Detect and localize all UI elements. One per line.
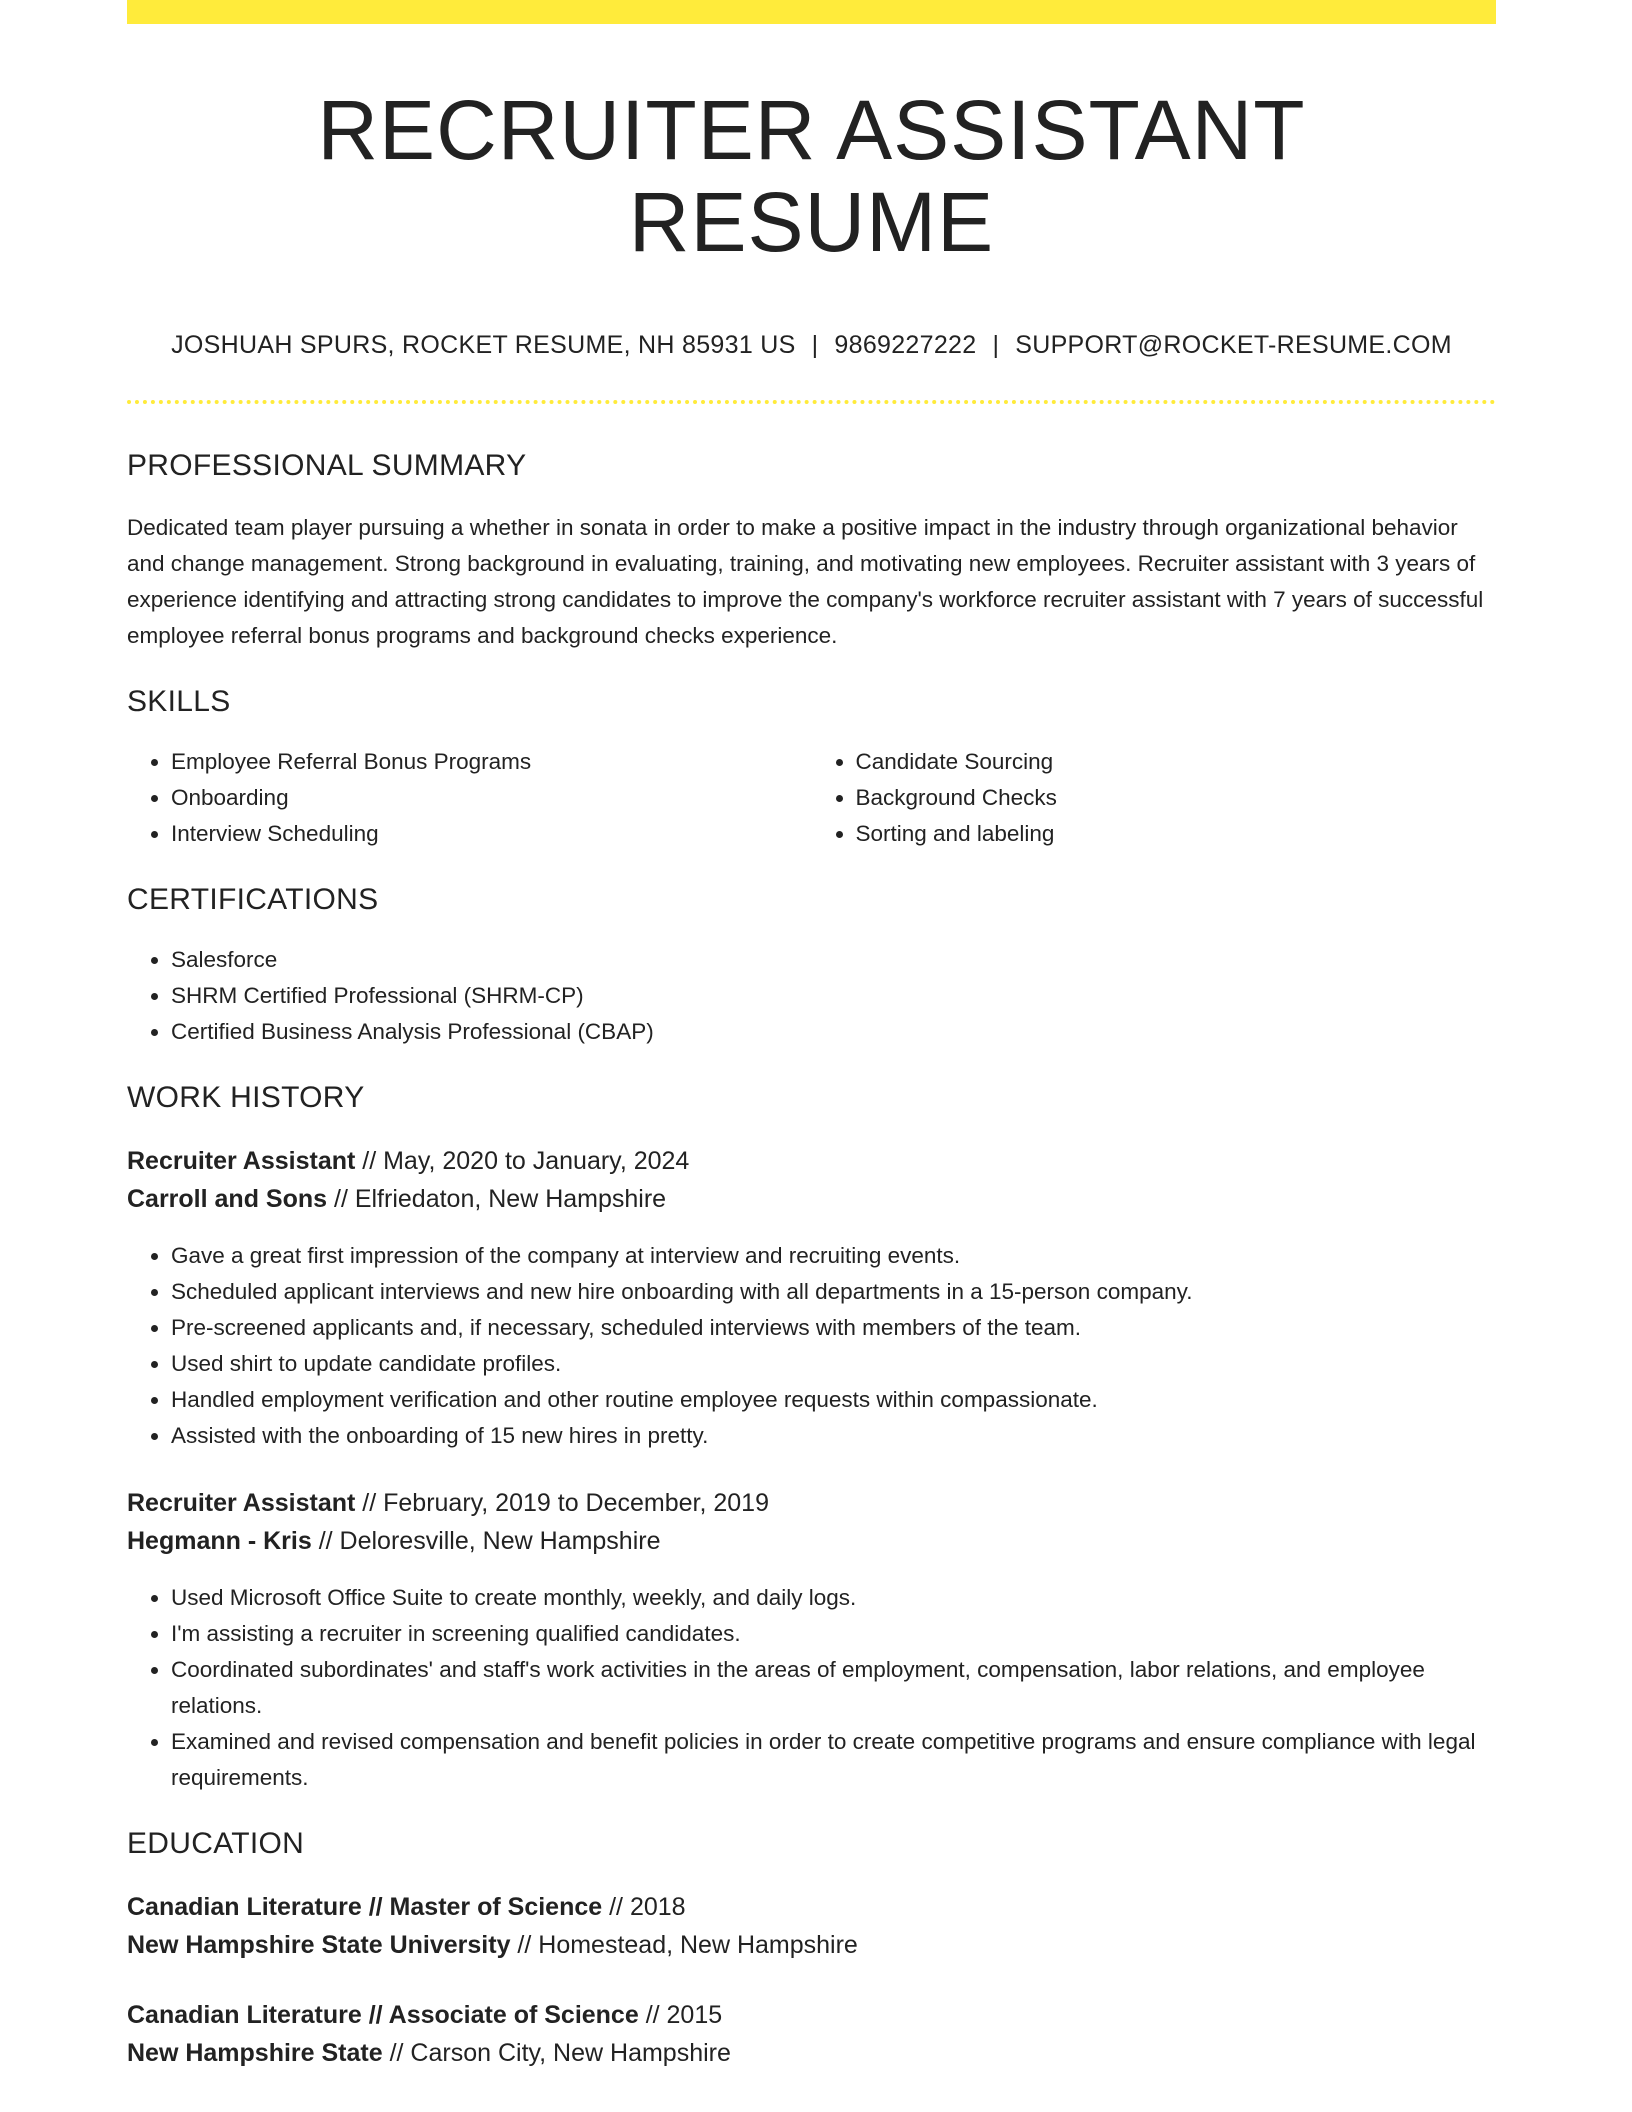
job-title-line [127, 1484, 1496, 1522]
contact-line [127, 331, 1496, 360]
education-school: New Hampshire State University [127, 1930, 511, 1959]
summary-text: Dedicated team player pursuing a whether in sonata in order to make a positive impact in the industry through organizational behavior and change management. Strong background in evaluating, training, and motivating new employees. Recruiter assistant with 3 years of experience identifying and attracting strong candidates to improve the company's workforce recruiter assistant with 7 years of successful employee referral bonus programs and background checks experience. [127, 514, 1484, 648]
resume-title: RECRUITER ASSISTANT RESUME [317, 83, 1306, 270]
education-degree-line [127, 1996, 1496, 2034]
job-title: Recruiter Assistant [127, 1488, 356, 1517]
education-entry [127, 1888, 1496, 1964]
certifications-heading: CERTIFICATIONS [127, 882, 379, 916]
skill-item: • Onboarding [171, 780, 812, 816]
job-bullet: • Scheduled applicant interviews and new hire onboarding with all departments in a 15-person company. [171, 1274, 1496, 1310]
certification-item: • Salesforce [171, 942, 1496, 978]
contact-address: JOSHUAH SPURS, ROCKET RESUME, NH 85931 US [171, 330, 796, 359]
education-heading: EDUCATION [127, 1826, 305, 1860]
job-company-line [127, 1522, 1496, 1560]
job-dates: // February, 2019 to December, 2019 [355, 1488, 769, 1517]
skills-list [127, 744, 1496, 852]
job-dates: // May, 2020 to January, 2024 [355, 1146, 690, 1175]
job-entry [127, 1142, 1496, 1454]
job-bullet: • Coordinated subordinates' and staff's work activities in the areas of employment, compensation, labor relations, and employee relations. [171, 1652, 1496, 1724]
contact-separator: | [811, 330, 819, 359]
education-degree-line [127, 1888, 1496, 1926]
job-bullet: • Pre-screened applicants and, if necessary, scheduled interviews with members of the team. [171, 1310, 1496, 1346]
education-degree: Canadian Literature // Associate of Science [127, 2000, 639, 2029]
job-bullets [127, 1580, 1496, 1796]
skill-item: • Sorting and labeling [856, 816, 1497, 852]
education-entry [127, 1996, 1496, 2072]
top-accent-bar [127, 0, 1496, 24]
job-entry [127, 1484, 1496, 1796]
dotted-divider [127, 400, 1496, 404]
skills-heading: SKILLS [127, 684, 231, 718]
job-company: Carroll and Sons [127, 1184, 328, 1213]
skills-column-right [812, 744, 1497, 852]
job-bullet: • I'm assisting a recruiter in screening qualified candidates. [171, 1616, 1496, 1652]
job-location: // Elfriedaton, New Hampshire [327, 1184, 667, 1213]
education-school-line [127, 1926, 1496, 1964]
education-location: // Homestead, New Hampshire [510, 1930, 858, 1959]
job-bullet: • Handled employment verification and other routine employee requests within compassionate. [171, 1382, 1496, 1418]
job-bullet: • Assisted with the onboarding of 15 new hires in pretty. [171, 1418, 1496, 1454]
job-company-line [127, 1180, 1496, 1218]
job-bullet: • Examined and revised compensation and benefit policies in order to create competitive programs and ensure compliance with legal requirements. [171, 1724, 1496, 1796]
job-title: Recruiter Assistant [127, 1146, 356, 1175]
education-degree: Canadian Literature // Master of Science [127, 1892, 603, 1921]
education-school: New Hampshire State [127, 2038, 383, 2067]
job-title-line [127, 1142, 1496, 1180]
job-bullets [127, 1238, 1496, 1454]
skills-column-left [127, 744, 812, 852]
contact-email[interactable]: SUPPORT@ROCKET-RESUME.COM [1015, 330, 1452, 359]
work-history-heading: WORK HISTORY [127, 1080, 365, 1114]
certification-item: • Certified Business Analysis Professional (CBAP) [171, 1014, 1496, 1050]
job-bullet: • Used shirt to update candidate profiles. [171, 1346, 1496, 1382]
resume-page [127, 0, 1496, 2072]
education-year: // 2018 [602, 1892, 686, 1921]
job-bullet: • Gave a great first impression of the company at interview and recruiting events. [171, 1238, 1496, 1274]
education-school-line [127, 2034, 1496, 2072]
summary-heading: PROFESSIONAL SUMMARY [127, 448, 527, 482]
job-location: // Deloresville, New Hampshire [311, 1526, 661, 1555]
skill-item: • Candidate Sourcing [856, 744, 1497, 780]
certification-item: • SHRM Certified Professional (SHRM-CP) [171, 978, 1496, 1014]
job-bullet: • Used Microsoft Office Suite to create monthly, weekly, and daily logs. [171, 1580, 1496, 1616]
skill-item: • Employee Referral Bonus Programs [171, 744, 812, 780]
skill-item: • Interview Scheduling [171, 816, 812, 852]
education-year: // 2015 [638, 2000, 723, 2029]
job-company: Hegmann - Kris [127, 1526, 312, 1555]
certifications-list [127, 942, 1496, 1050]
skill-item: • Background Checks [856, 780, 1497, 816]
contact-phone: 9869227222 [834, 330, 977, 359]
education-location: // Carson City, New Hampshire [382, 2038, 731, 2067]
contact-separator: | [992, 330, 1000, 359]
